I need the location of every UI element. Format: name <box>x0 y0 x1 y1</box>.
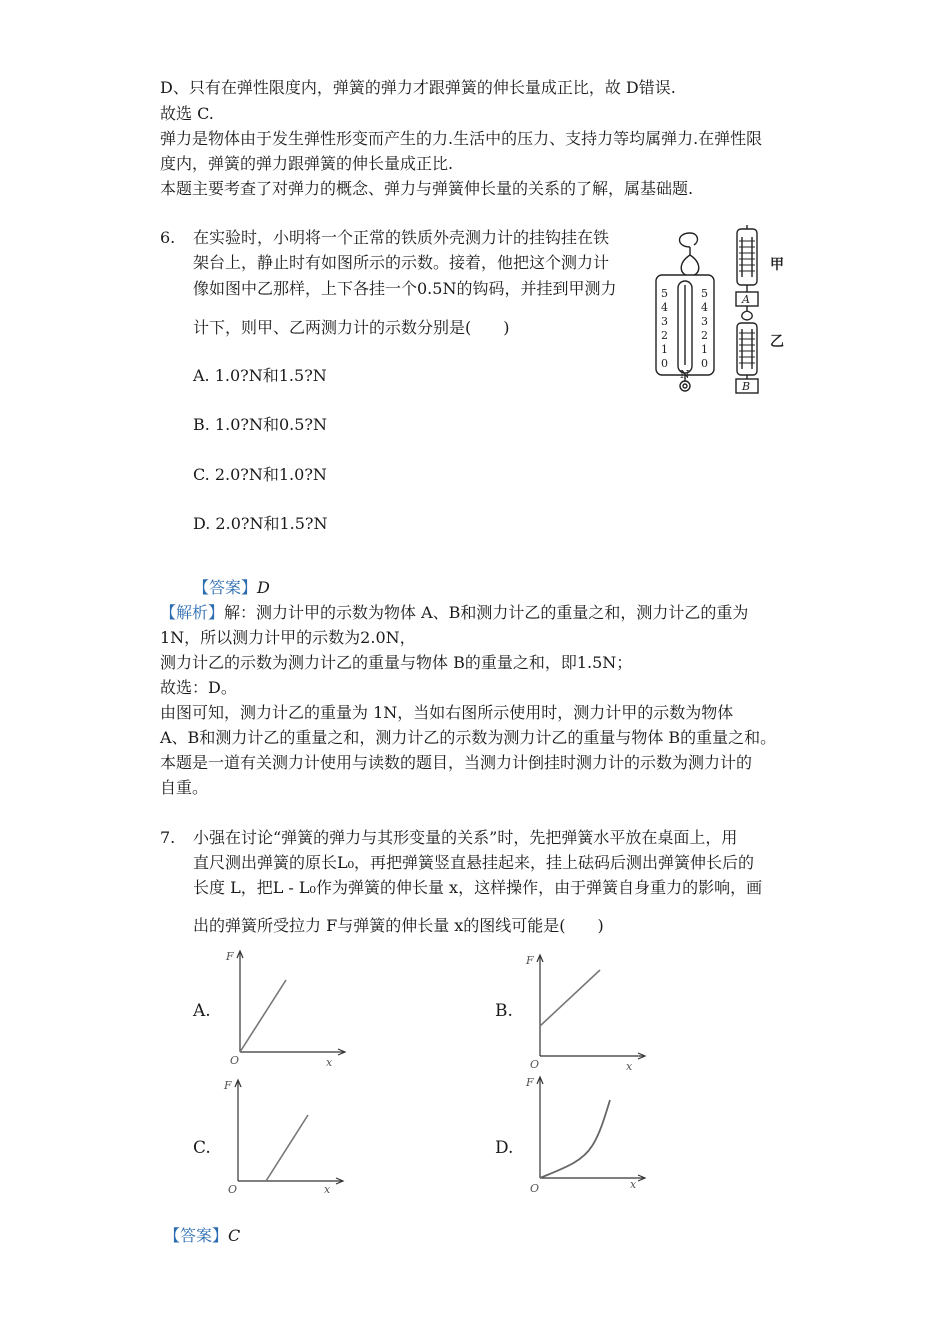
question-text: 小强在讨论“弹簧的弹力与其形变量的关系”时，先把弹簧水平放在桌面上，用 <box>193 828 738 847</box>
question-text: 像如图中乙那样，上下各挂一个0.5N的钩码，并挂到甲测力 <box>193 279 617 298</box>
question-number: 7. <box>160 828 176 847</box>
graph-c <box>220 1075 350 1201</box>
option-b[interactable]: B. 1.0?N和0.5?N <box>193 415 327 434</box>
question-text: 计下，则甲、乙两测力计的示数分别是( ) <box>193 318 510 337</box>
analysis-text: 自重。 <box>160 778 209 797</box>
scale-tick-label: 1 <box>701 343 708 356</box>
scale-tick-label: 1 <box>661 343 668 356</box>
scale-tick-label: 3 <box>701 315 708 328</box>
option-b[interactable]: B. <box>495 1001 513 1021</box>
axis-label-x: x <box>626 1060 633 1073</box>
axis-label-y: F <box>526 954 534 967</box>
question-text: 直尺测出弹簧的原长L₀，再把弹簧竖直悬挂起来，挂上砝码后测出弹簧伸长后的 <box>193 853 755 872</box>
axis-label-x: x <box>326 1056 333 1069</box>
analysis-line <box>160 601 748 625</box>
origin-label: O <box>530 1182 540 1195</box>
graph-d <box>522 1072 652 1198</box>
question-text: 出的弹簧所受拉力 F与弹簧的伸长量 x的图线可能是( ) <box>193 916 604 935</box>
question-number: 6. <box>160 228 176 247</box>
text-line: 本题主要考查了对弹力的概念、弹力与弹簧伸长量的关系的了解，属基础题. <box>160 179 694 198</box>
axis-label-x: x <box>630 1178 637 1191</box>
scale-tick-label: 5 <box>661 287 668 300</box>
analysis-text: 测力计乙的示数为测力计乙的重量与物体 B的重量之和，即1.5N； <box>160 653 633 672</box>
analysis-tag: 【解析】 <box>160 603 225 622</box>
axis-label-y: F <box>226 950 234 963</box>
scale-tick-label: 4 <box>701 301 708 314</box>
analysis-text: 解：测力计甲的示数为物体 A、B和测力计乙的重量之和，测力计乙的重为 <box>224 603 749 622</box>
block-a-label: A <box>742 293 750 306</box>
scale-tick-label: 3 <box>661 315 668 328</box>
text-line: 弹力是物体由于发生弹性形变而产生的力.生活中的压力、支持力等均属弹力.在弹性限 <box>160 129 763 148</box>
label-yi: 乙 <box>770 334 784 350</box>
answer-tag: 【答案】 <box>193 578 258 597</box>
option-a[interactable]: A. <box>193 1001 211 1021</box>
question-text: 长度 L，把L - L₀作为弹簧的伸长量 x，这样操作，由于弹簧自身重力的影响，画 <box>193 878 763 897</box>
spring-scale-figure <box>650 225 800 400</box>
analysis-text: 由图可知，测力计乙的重量为 1N，当如右图所示使用时，测力计甲的示数为物体 <box>160 703 734 722</box>
text-line: 故选 C. <box>160 104 214 123</box>
scale-tick-label: 2 <box>661 329 668 342</box>
analysis-text: 1N，所以测力计甲的示数为2.0N， <box>160 628 416 647</box>
option-a[interactable]: A. 1.0?N和1.5?N <box>193 366 327 385</box>
scale-tick-label: 4 <box>661 301 668 314</box>
option-c[interactable]: C. 2.0?N和1.0?N <box>193 465 327 484</box>
origin-label: O <box>228 1183 238 1196</box>
graph-b <box>522 950 652 1076</box>
answer-value: D <box>257 578 270 597</box>
option-d[interactable]: D. 2.0?N和1.5?N <box>193 514 328 533</box>
analysis-text: A、B和测力计乙的重量之和，测力计乙的示数为测力计乙的重量与物体 B的重量之和。 <box>160 728 777 747</box>
answer-value: C <box>228 1226 241 1245</box>
question-text: 在实验时，小明将一个正常的铁质外壳测力计的挂钩挂在铁 <box>193 228 610 247</box>
origin-label: O <box>530 1058 540 1071</box>
axis-label-y: F <box>526 1076 534 1089</box>
question-text: 架台上，静止时有如图所示的示数。接着，他把这个测力计 <box>193 253 610 272</box>
option-c[interactable]: C. <box>193 1138 211 1158</box>
scale-tick-label: 2 <box>701 329 708 342</box>
scale-tick-label: 5 <box>701 287 708 300</box>
origin-label: O <box>230 1054 240 1067</box>
hook-letter: N <box>680 368 690 381</box>
graph-a <box>222 946 352 1072</box>
label-jia: 甲 <box>770 257 784 273</box>
answer-line <box>164 1224 240 1248</box>
answer-line <box>193 576 270 600</box>
axis-label-x: x <box>324 1183 331 1196</box>
text-line: 度内，弹簧的弹力跟弹簧的伸长量成正比. <box>160 154 454 173</box>
scale-tick-label: 0 <box>701 357 708 370</box>
axis-label-y: F <box>224 1079 232 1092</box>
analysis-text: 本题是一道有关测力计使用与读数的题目，当测力计倒挂时测力计的示数为测力计的 <box>160 753 753 772</box>
analysis-text: 故选：D。 <box>160 678 237 697</box>
option-d[interactable]: D. <box>495 1138 514 1158</box>
scale-tick-label: 0 <box>661 357 668 370</box>
text-line: D、只有在弹性限度内，弹簧的弹力才跟弹簧的伸长量成正比，故 D错误. <box>160 78 676 97</box>
block-b-label: B <box>742 380 751 393</box>
answer-tag: 【答案】 <box>164 1226 229 1245</box>
